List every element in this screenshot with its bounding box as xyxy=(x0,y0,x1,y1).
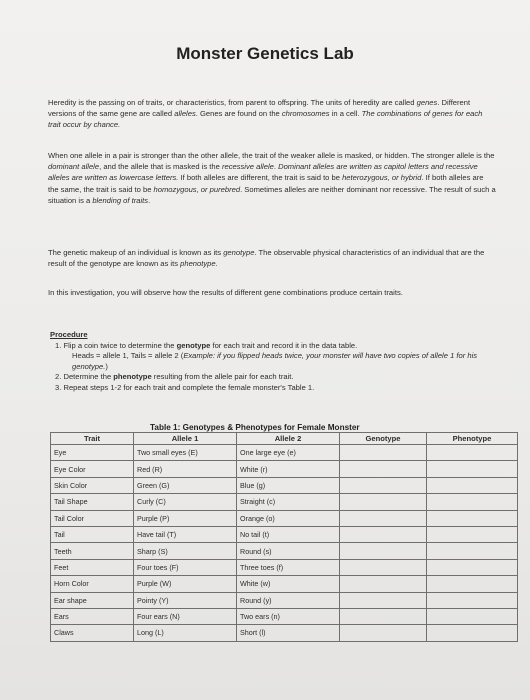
cell-allele-2: Round (y) xyxy=(237,592,340,608)
procedure-step-2: 2. Determine the phenotype resulting from the allele pair for each trait. xyxy=(55,372,294,382)
cell-phenotype[interactable] xyxy=(427,526,518,542)
cell-allele-1: Red (R) xyxy=(134,461,237,477)
cell-allele-1: Two small eyes (E) xyxy=(134,445,237,461)
header-allele-1: Allele 1 xyxy=(134,433,237,445)
header-allele-2: Allele 2 xyxy=(237,433,340,445)
cell-genotype[interactable] xyxy=(340,576,427,592)
cell-allele-2: Short (l) xyxy=(237,625,340,641)
table-row xyxy=(51,461,518,477)
cell-allele-1: Long (L) xyxy=(134,625,237,641)
procedure-section xyxy=(50,330,490,394)
table-body xyxy=(51,445,518,642)
cell-allele-1: Curly (C) xyxy=(134,494,237,510)
cell-phenotype[interactable] xyxy=(427,461,518,477)
cell-genotype[interactable] xyxy=(340,559,427,575)
genotype-paragraph: The genetic makeup of an individual is known as its genotype. The observable physical characteristics of an individual that are the result of the genotype are known as its phenotype. xyxy=(48,248,485,269)
table-row xyxy=(51,526,518,542)
header-trait: Trait xyxy=(51,433,134,445)
table-row xyxy=(51,559,518,575)
cell-allele-1: Purple (P) xyxy=(134,510,237,526)
cell-phenotype[interactable] xyxy=(427,543,518,559)
cell-trait: Skin Color xyxy=(51,477,134,493)
table-row xyxy=(51,494,518,510)
heredity-paragraph: Heredity is the passing on of traits, or characteristics, from parent to offspring. The units of heredity are called genes. Different versions of the same gene are called alleles. Genes are found on the chromosomes in a cell. The combinations of genes for each trait occur by chance. xyxy=(48,98,483,130)
table-row xyxy=(51,608,518,624)
cell-trait: Claws xyxy=(51,625,134,641)
header-genotype: Genotype xyxy=(340,433,427,445)
cell-phenotype[interactable] xyxy=(427,445,518,461)
cell-genotype[interactable] xyxy=(340,445,427,461)
procedure-step-3: 3. Repeat steps 1-2 for each trait and complete the female monster's Table 1. xyxy=(55,382,315,392)
cell-trait: Eye Color xyxy=(51,461,134,477)
cell-allele-1: Have tail (T) xyxy=(134,526,237,542)
cell-trait: Tail Color xyxy=(51,510,134,526)
cell-genotype[interactable] xyxy=(340,608,427,624)
table-row xyxy=(51,510,518,526)
cell-trait: Ears xyxy=(51,608,134,624)
cell-allele-2: No tail (t) xyxy=(237,526,340,542)
procedure-step-1: 1. Flip a coin twice to determine the genotype for each trait and record it in the data table. xyxy=(55,340,358,350)
cell-trait: Tail xyxy=(51,526,134,542)
cell-trait: Eye xyxy=(51,445,134,461)
cell-allele-1: Pointy (Y) xyxy=(134,592,237,608)
table-row xyxy=(51,576,518,592)
table-header-row xyxy=(51,433,518,445)
cell-genotype[interactable] xyxy=(340,543,427,559)
investigation-paragraph: In this investigation, you will observe how the results of different gene combinations produce certain traits. xyxy=(48,288,403,297)
cell-allele-2: Orange (o) xyxy=(237,510,340,526)
table-title: Table 1: Genotypes & Phenotypes for Female Monster xyxy=(150,423,360,432)
cell-allele-2: Two ears (n) xyxy=(237,608,340,624)
genotype-phenotype-table xyxy=(50,432,518,642)
cell-allele-2: Round (s) xyxy=(237,543,340,559)
cell-phenotype[interactable] xyxy=(427,608,518,624)
cell-allele-1: Four toes (F) xyxy=(134,559,237,575)
cell-phenotype[interactable] xyxy=(427,576,518,592)
table-row xyxy=(51,592,518,608)
cell-phenotype[interactable] xyxy=(427,625,518,641)
cell-allele-2: Blue (g) xyxy=(237,477,340,493)
cell-allele-2: White (w) xyxy=(237,576,340,592)
cell-trait: Horn Color xyxy=(51,576,134,592)
cell-genotype[interactable] xyxy=(340,592,427,608)
cell-genotype[interactable] xyxy=(340,461,427,477)
cell-allele-2: One large eye (e) xyxy=(237,445,340,461)
cell-allele-2: Straight (c) xyxy=(237,494,340,510)
cell-genotype[interactable] xyxy=(340,625,427,641)
header-phenotype: Phenotype xyxy=(427,433,518,445)
table-row xyxy=(51,543,518,559)
page-title: Monster Genetics Lab xyxy=(176,44,354,63)
cell-allele-2: Three toes (f) xyxy=(237,559,340,575)
cell-allele-1: Sharp (S) xyxy=(134,543,237,559)
cell-trait: Feet xyxy=(51,559,134,575)
cell-genotype[interactable] xyxy=(340,526,427,542)
dominance-paragraph: When one allele in a pair is stronger than the other allele, the trait of the weaker allele is masked, or hidden. The stronger allele is the dominant allele, and the allele that is masked is the recessive allele. Dominant alleles are written as capitol letters and recessive alleles are written as lowercase letters. If both alleles are different, the trait is said to be heterozygous, or hybrid. If both alleles are the same, the trait is said to be homozygous, or purebred. Sometimes alleles are neither dominant nor recessive. The result of such a situation is a blending of traits. xyxy=(48,151,496,205)
cell-trait: Teeth xyxy=(51,543,134,559)
cell-allele-1: Four ears (N) xyxy=(134,608,237,624)
cell-allele-2: White (r) xyxy=(237,461,340,477)
cell-phenotype[interactable] xyxy=(427,494,518,510)
cell-allele-1: Green (G) xyxy=(134,477,237,493)
cell-trait: Tail Shape xyxy=(51,494,134,510)
cell-phenotype[interactable] xyxy=(427,477,518,493)
cell-phenotype[interactable] xyxy=(427,510,518,526)
procedure-heading: Procedure xyxy=(50,330,88,339)
procedure-step-1-detail: Heads = allele 1, Tails = allele 2 (Example: if you flipped heads twice, your monster will have two copies of allele 1 for his genotype.) xyxy=(72,351,478,371)
cell-genotype[interactable] xyxy=(340,510,427,526)
cell-trait: Ear shape xyxy=(51,592,134,608)
table-row xyxy=(51,625,518,641)
cell-genotype[interactable] xyxy=(340,494,427,510)
cell-allele-1: Purple (W) xyxy=(134,576,237,592)
table-row xyxy=(51,445,518,461)
cell-phenotype[interactable] xyxy=(427,592,518,608)
table-row xyxy=(51,477,518,493)
cell-phenotype[interactable] xyxy=(427,559,518,575)
cell-genotype[interactable] xyxy=(340,477,427,493)
